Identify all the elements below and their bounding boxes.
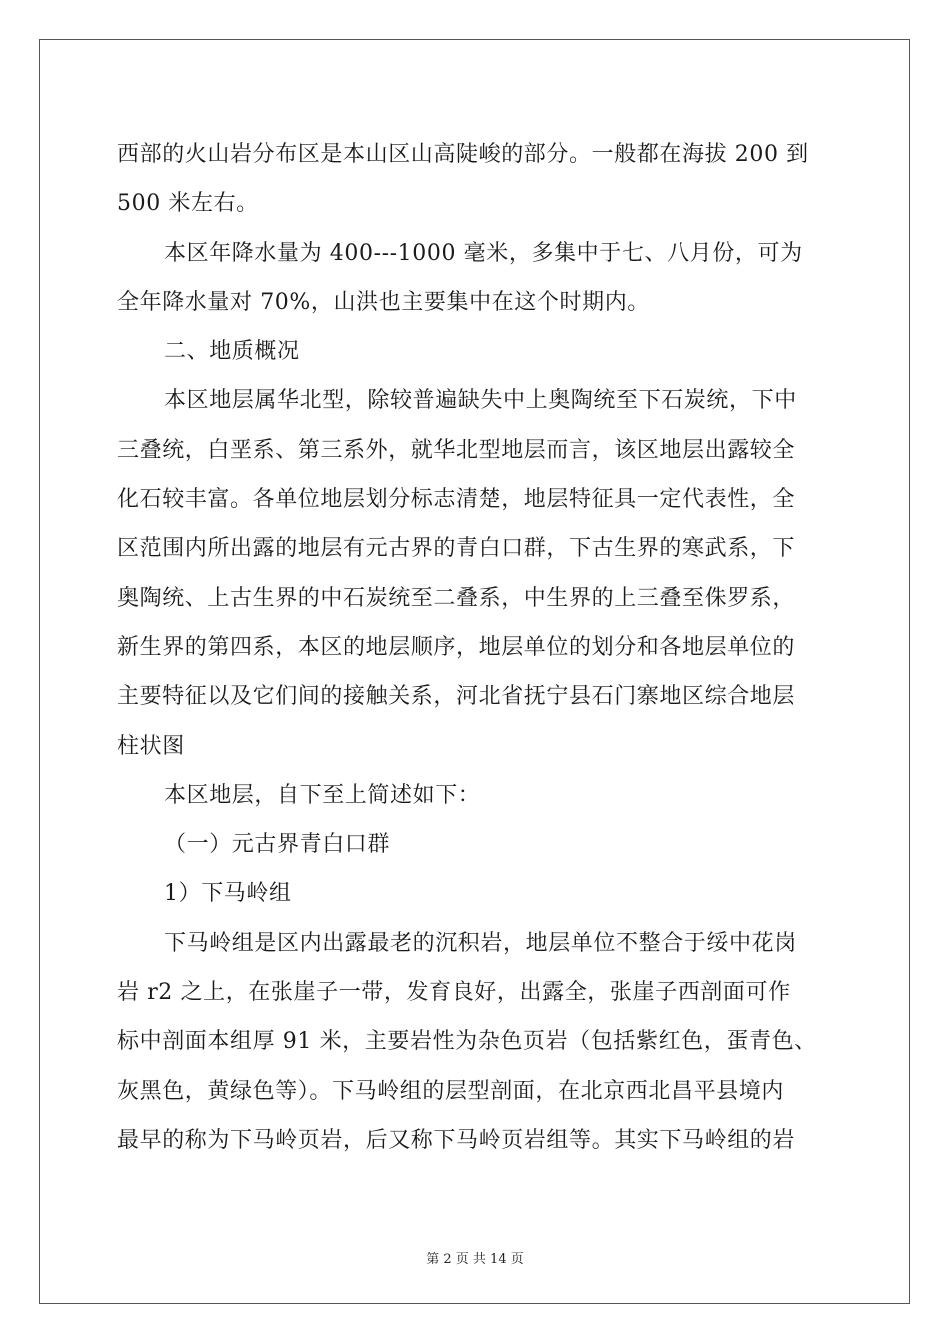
text-line: 最早的称为下马岭页岩，后又称下马岭页岩组等。其实下马岭组的岩 [117, 1127, 796, 1153]
section-heading: 二、地质概况 [164, 339, 300, 365]
text-line: 新生界的第四系，本区的地层顺序，地层单位的划分和各地层单位的 [117, 634, 796, 660]
text-line: 本区年降水量为 400---1000 毫米，多集中于七、八月份，可为 [164, 240, 803, 266]
page-number-footer: 第 2 页 共 14 页 [426, 1252, 524, 1267]
text-line: 三叠统，白垩系、第三系外，就华北型地层而言，该区地层出露较全 [117, 437, 796, 463]
text-line: 500 米左右。 [117, 191, 259, 217]
text-line: 灰黑色，黄绿色等）。下马岭组的层型剖面，在北京西北昌平县境内 [117, 1078, 785, 1104]
text-line: 主要特征以及它们间的接触关系，河北省抚宁县石门寨地区综合地层 [117, 684, 796, 710]
text-line: 化石较丰富。各单位地层划分标志清楚，地层特征具一定代表性，全 [117, 487, 796, 513]
subsection-heading: （一）元古界青白口群 [164, 832, 391, 858]
text-line: 全年降水量对 70%，山洪也主要集中在这个时期内。 [117, 289, 650, 315]
document-body [117, 130, 835, 1165]
text-line: 下马岭组是区内出露最老的沉积岩，地层单位不整合于绥中花岗 [164, 930, 797, 956]
subsection-heading: 1）下马岭组 [164, 881, 292, 907]
text-line: 岩 r2 之上，在张崖子一带，发育良好，出露全，张崖子西剖面可作 [117, 980, 791, 1006]
text-line: 本区地层属华北型，除较普遍缺失中上奥陶统至下石炭统，下中 [164, 388, 797, 414]
text-line: 西部的火山岩分布区是本山区山高陡峻的部分。一般都在海拔 200 到 [117, 142, 809, 167]
text-line: 柱状图 [117, 733, 185, 759]
text-line: 标中剖面本组厚 91 米，主要岩性为杂色页岩（包括紫红色，蛋青色、 [117, 1029, 817, 1055]
text-line: 区范围内所出露的地层有元古界的青白口群，下古生界的寒武系，下 [117, 536, 796, 562]
text-line: 本区地层，自下至上简述如下： [164, 782, 481, 808]
text-line: 奥陶统、上古生界的中石炭统至二叠系，中生界的上三叠至侏罗系， [117, 585, 796, 611]
